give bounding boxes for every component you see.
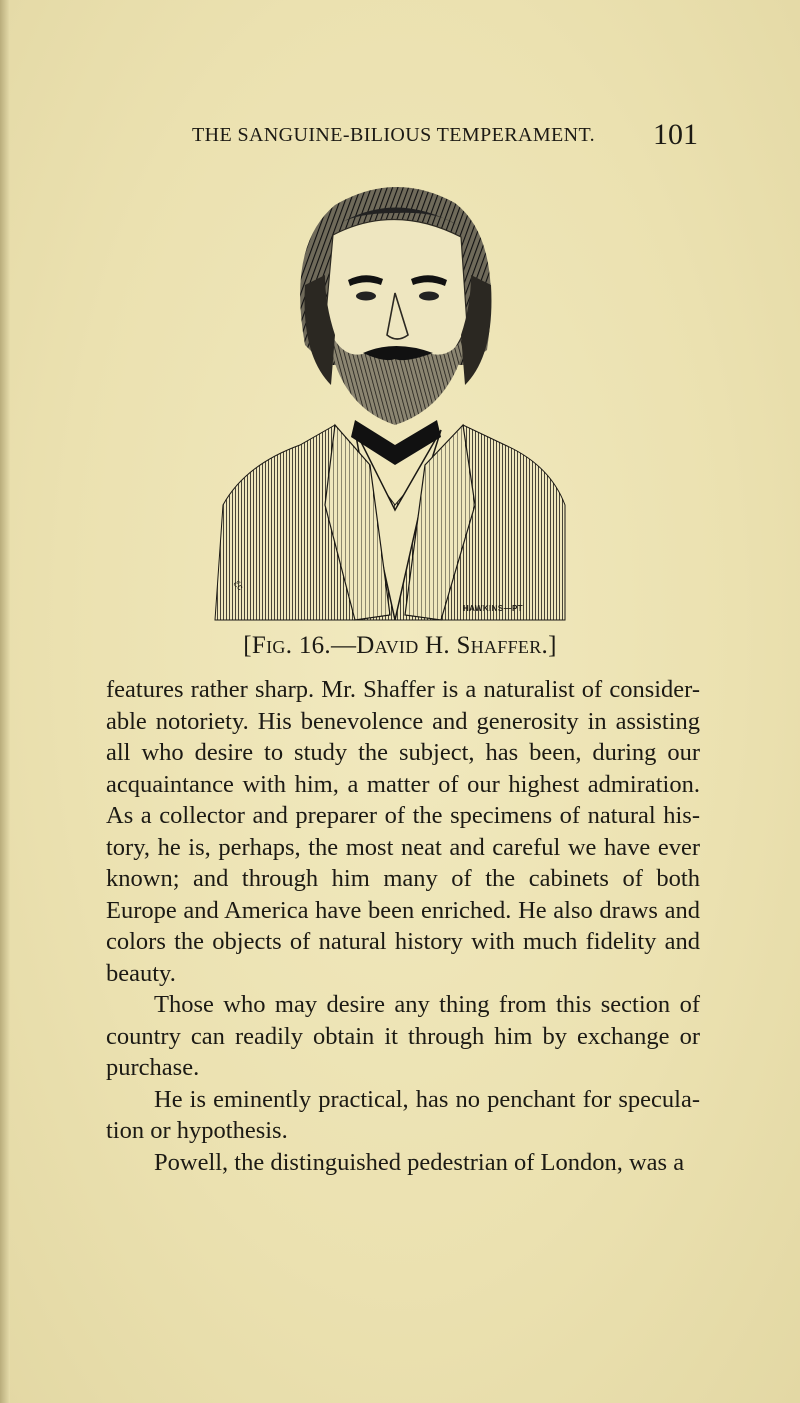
page-number: 101 [653, 118, 698, 151]
paragraph-1: features rather sharp. Mr. Shaffer is a naturalist of consider-able notoriety. His benevolence and generosity in assisting all who desire to study the subject, has been, during our acquaintance with him, a matter of our highest admiration. As a collector and preparer of the specimens of natural his-tory, he is, perhaps, the most neat and careful we have ever known; and through him many of the cabinets of both Europe and America have been enriched. He also draws and colors the objects of natural history with much fidelity and beauty. [106, 676, 700, 987]
caption-fig-number: 16.— [298, 632, 357, 659]
paragraph-3: He is eminently practical, has no penchant for specula-tion or hypothesis. [106, 1085, 700, 1144]
running-title: THE SANGUINE-BILIOUS TEMPERAMENT. [192, 124, 595, 146]
portrait-illustration [205, 175, 595, 625]
caption-open-bracket: [ [243, 632, 252, 659]
caption-fig-label: Fig. [251, 632, 293, 659]
caption-close-bracket: ] [548, 632, 557, 659]
engraver-credit: HAWKINS—PT [463, 604, 523, 613]
paragraph-4: Powell, the distinguished pedestrian of London, was a [154, 1148, 685, 1176]
caption-subject-name: David H. Shaffer. [356, 632, 549, 659]
figure-caption [0, 632, 800, 660]
paragraph-2: Those who may desire any thing from this section of country can readily obtain it through him by exchange or purchase. [106, 991, 700, 1081]
body-text [106, 674, 700, 1178]
portrait-engraving [205, 175, 595, 625]
engraving-corner-mark: ℰc [231, 578, 246, 593]
running-head [192, 118, 698, 152]
page-spine-shadow [0, 0, 10, 1403]
